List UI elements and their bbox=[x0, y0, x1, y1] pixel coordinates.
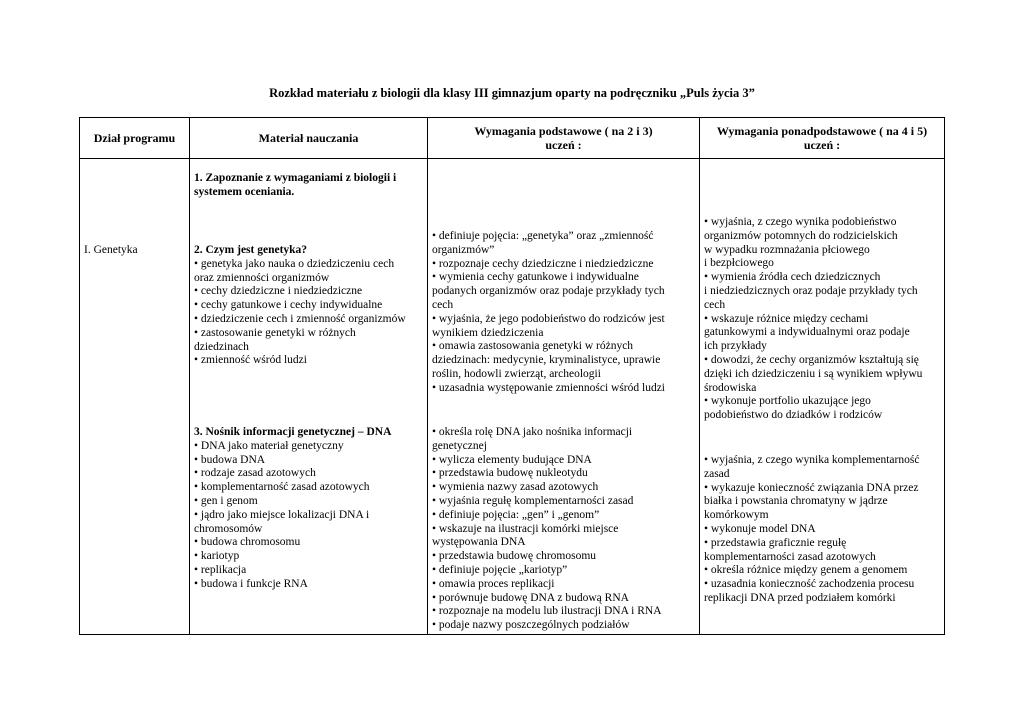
list-line: • rozpoznaje na modelu lub ilustracji DNA i RNA bbox=[432, 605, 662, 618]
document-title: Rozkład materiału z biologii dla klasy III gimnazjum oparty na podręczniku „Puls życia 3” bbox=[269, 86, 755, 100]
list-line: cech bbox=[432, 298, 454, 311]
list-line: • wskazuje na ilustracji komórki miejsce bbox=[432, 522, 619, 535]
header-podstawowe-line1: Wymagania podstawowe ( na 2 i 3) bbox=[474, 124, 653, 138]
header-ponadpodstawowe bbox=[700, 118, 945, 159]
list-line: • przedstawia budowę chromosomu bbox=[432, 550, 597, 563]
topic-2-list bbox=[194, 258, 423, 368]
list-line: • uzasadnia występowanie zmienności wśród ludzi bbox=[432, 381, 666, 394]
list-line: • określa rolę DNA jako nośnika informacji bbox=[432, 426, 633, 438]
list-line: • gen i genom bbox=[194, 494, 258, 507]
topic-1 bbox=[194, 172, 423, 200]
list-line: • jądro jako miejsce lokalizacji DNA i bbox=[194, 508, 370, 521]
list-line: zasad bbox=[704, 467, 730, 480]
list-line: replikacji DNA przed podziałem komórki bbox=[704, 591, 896, 604]
list-line: dzięki ich dziedziczeniu i są wynikiem wpływu bbox=[704, 367, 923, 380]
list-line: • genetyka jako nauka o dziedziczeniu cech bbox=[194, 257, 395, 270]
curriculum-table bbox=[79, 117, 945, 635]
list-line: organizmów” bbox=[432, 243, 495, 256]
topic-3 bbox=[194, 426, 423, 592]
list-line: i bezpłciowego bbox=[704, 257, 774, 270]
list-line: • rozpoznaje cechy dziedziczne i niedziedziczne bbox=[432, 257, 654, 270]
list-line: • omawia proces replikacji bbox=[432, 577, 555, 590]
header-material bbox=[190, 118, 428, 159]
list-line: • wskazuje różnice między cechami bbox=[704, 312, 869, 325]
list-line: • wykonuje portfolio ukazujące jego bbox=[704, 395, 871, 408]
header-row bbox=[80, 118, 945, 159]
podstawowe-block-1 bbox=[432, 230, 695, 396]
header-ponadpodstawowe-line1: Wymagania ponadpodstawowe ( na 4 i 5) bbox=[716, 124, 928, 138]
topic-2-title: 2. Czym jest genetyka? bbox=[194, 244, 308, 256]
list-line: • wymienia źródła cech dziedzicznych bbox=[704, 271, 881, 284]
list-line: komplementarności zasad azotowych bbox=[704, 550, 876, 563]
list-line: • definiuje pojęcia: „genetyka” oraz „zmienność bbox=[432, 230, 654, 242]
list-line: • komplementarność zasad azotowych bbox=[194, 481, 370, 494]
list-line: gatunkowymi a indywidualnymi oraz podaje bbox=[704, 326, 910, 339]
list-line: • wykazuje konieczność związania DNA przez bbox=[704, 481, 919, 494]
list-line: • wymienia nazwy zasad azotowych bbox=[432, 481, 599, 494]
section-cell bbox=[80, 159, 190, 635]
list-line: • replikacja bbox=[194, 563, 247, 576]
list-line: • porównuje budowę DNA z budową RNA bbox=[432, 591, 629, 604]
ponadpodstawowe-cell bbox=[700, 159, 945, 635]
list-line: chromosomów bbox=[194, 522, 263, 535]
header-material-label: Materiał nauczania bbox=[258, 131, 359, 145]
list-line: • wymienia cechy gatunkowe i indywidualne bbox=[432, 271, 639, 284]
list-line: oraz zmienności organizmów bbox=[194, 271, 330, 284]
list-line: • uzasadnia konieczność zachodzenia procesu bbox=[704, 578, 915, 591]
list-line: dziedzinach bbox=[194, 340, 249, 353]
list-line: • definiuje pojęcie „kariotyp” bbox=[432, 563, 568, 576]
header-podstawowe bbox=[428, 118, 700, 159]
header-dzial-label: Dział programu bbox=[93, 131, 176, 145]
list-line: • przedstawia graficznie regułę bbox=[704, 536, 847, 549]
list-line: • dowodzi, że cechy organizmów kształtują się bbox=[704, 353, 919, 366]
topic-2 bbox=[194, 244, 423, 368]
list-line: ich przykłady bbox=[704, 340, 767, 353]
list-line: białka i powstania chromatyny w jądrze bbox=[704, 495, 888, 508]
ponadpodstawowe-block-1 bbox=[704, 216, 940, 423]
material-cell bbox=[190, 159, 428, 635]
list-line: • zmienność wśród ludzi bbox=[194, 354, 307, 367]
list-line: wynikiem dziedziczenia bbox=[432, 326, 544, 339]
list-line: • DNA jako materiał genetyczny bbox=[194, 439, 344, 452]
ponadpodstawowe-block-2 bbox=[704, 454, 940, 606]
list-line: • rodzaje zasad azotowych bbox=[194, 467, 316, 480]
topic-1-line: 1. Zapoznanie z wymaganiami z biologii i bbox=[194, 172, 397, 184]
list-line: • omawia zastosowania genetyki w różnych bbox=[432, 340, 634, 353]
list-line: • wyjaśnia, że jego podobieństwo do rodziców jest bbox=[432, 312, 665, 325]
list-line: • wylicza elementy budujące DNA bbox=[432, 453, 592, 466]
list-line: komórkowym bbox=[704, 509, 769, 522]
topic-3-list bbox=[194, 440, 423, 592]
list-line: roślin, hodowli zwierząt, archeologii bbox=[432, 367, 601, 380]
list-line: • wyjaśnia regułę komplementarności zasad bbox=[432, 494, 634, 507]
list-line: organizmów potomnych do rodzicielskich bbox=[704, 229, 898, 242]
table-row bbox=[80, 159, 945, 635]
section-label: I. Genetyka bbox=[84, 244, 138, 256]
list-line: • budowa i funkcje RNA bbox=[194, 577, 308, 590]
list-line: • określa różnice między genem a genomem bbox=[704, 564, 908, 577]
topic-1-line: systemem oceniania. bbox=[194, 185, 295, 198]
list-line: • wykonuje model DNA bbox=[704, 522, 816, 535]
header-dzial bbox=[80, 118, 190, 159]
list-line: genetycznej bbox=[432, 439, 487, 452]
list-line: • wyjaśnia, z czego wynika podobieństwo bbox=[704, 216, 897, 228]
list-line: występowania DNA bbox=[432, 536, 526, 549]
list-line: • definiuje pojęcia: „gen” i „genom” bbox=[432, 508, 600, 521]
list-line: • budowa chromosomu bbox=[194, 536, 301, 549]
list-line: dziedzinach: medycynie, kryminalistyce, uprawie bbox=[432, 354, 661, 367]
list-line: • cechy dziedziczne i niedziedziczne bbox=[194, 285, 363, 298]
list-line: • kariotyp bbox=[194, 550, 240, 563]
list-line: • podaje nazwy poszczególnych podziałów bbox=[432, 619, 630, 632]
list-line: w wypadku rozmnażania płciowego bbox=[704, 243, 870, 256]
list-line: • przedstawia budowę nukleotydu bbox=[432, 467, 588, 480]
topic-3-title: 3. Nośnik informacji genetycznej – DNA bbox=[194, 426, 392, 438]
list-line: środowiska bbox=[704, 381, 757, 394]
list-line: • zastosowanie genetyki w różnych bbox=[194, 326, 356, 339]
list-line: cech bbox=[704, 298, 726, 311]
podstawowe-block-2 bbox=[432, 426, 695, 633]
list-line: podobieństwo do dziadków i rodziców bbox=[704, 409, 883, 422]
header-ponadpodstawowe-line2: uczeń : bbox=[803, 138, 841, 152]
podstawowe-cell bbox=[428, 159, 700, 635]
header-podstawowe-line2: uczeń : bbox=[545, 138, 582, 152]
list-line: • wyjaśnia, z czego wynika komplementarność bbox=[704, 454, 920, 466]
list-line: • dziedziczenie cech i zmienność organizmów bbox=[194, 312, 406, 325]
list-line: • cechy gatunkowe i cechy indywidualne bbox=[194, 299, 383, 312]
list-line: • budowa DNA bbox=[194, 453, 266, 466]
list-line: i niedziedzicznych oraz podaje przykłady tych bbox=[704, 284, 918, 297]
list-line: podanych organizmów oraz podaje przykłady tych bbox=[432, 285, 665, 298]
